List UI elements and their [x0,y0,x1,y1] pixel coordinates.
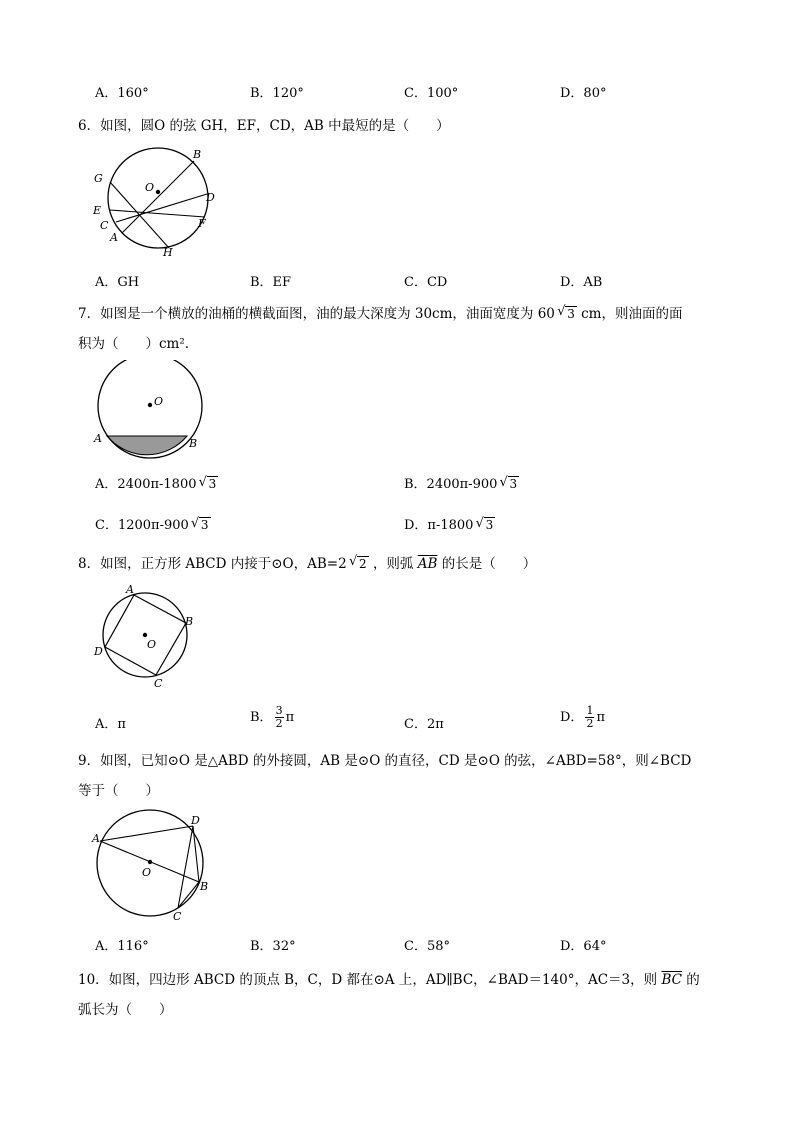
q9-option-d: D．64° [560,939,607,954]
q7-option-b: B．2400π-900 √ 3 [404,475,518,492]
q6-label-o: O [145,181,155,194]
q6-label-a: A [110,231,118,244]
q8-label-a: A [126,583,134,596]
q5-option-b: B．120° [250,86,304,101]
q9-label-c: C [173,910,182,923]
q7-label-a: A [94,432,102,445]
q6-label-g: G [94,172,103,185]
q9-option-b: B．32° [250,939,296,954]
q8-stem: 8．如图，正方形 ABCD 内接于⊙O，AB=2 √ 2 ，则弧 $\overline{AB}$ 的长是（ ） [78,554,537,572]
q6-label-f: F [198,217,206,230]
q6-figure [88,140,228,262]
q7-option-c: C．1200π-900 √ 3 [95,516,209,533]
q7-option-a: A．2400π-1800 √ 3 [95,475,217,492]
q9-label-o: O [142,866,152,879]
q8-figure [90,580,200,692]
q6-label-b: B [193,148,202,161]
q6-label-d: D [206,191,215,204]
q5-option-d: D．80° [560,86,607,101]
q8-option-b: B． $\frac{3}{2}$ π [250,704,295,730]
q9-option-c: C．58° [404,939,450,954]
q6-label-c: C [100,219,109,232]
q7-stem-line2: 积为（ ）cm². [78,336,190,352]
q8-label-d: D [94,645,103,658]
q6-option-d: D．AB [560,275,603,290]
q6-label-h: H [163,246,173,259]
q6-option-c: C．CD [404,275,448,290]
q10-stem-line2: 弧长为（ ） [78,1002,173,1018]
q7-option-d: D．π-1800 √ 3 [404,516,494,533]
q5-option-a: A．160° [95,86,149,101]
q9-label-d: D [191,814,200,827]
q8-option-d: D． $\frac{1}{2}$ π [560,704,605,730]
q6-option-b: B．EF [250,275,292,290]
q9-label-a: A [92,832,100,845]
q7-figure [88,360,208,460]
q9-figure [88,808,218,926]
q8-option-c: C．2π [404,717,444,732]
q6-label-e: E [93,204,102,217]
q7-label-b: B [189,437,198,450]
q8-label-b: B [185,615,194,628]
q6-stem: 6．如图，圆O 的弦 GH，EF，CD，AB 中最短的是（ ） [78,118,450,134]
q9-stem-line1: 9．如图，已知⊙O 是△ABD 的外接圆，AB 是⊙O 的直径，CD 是⊙O 的弦，∠ABD=58°，则∠BCD [78,753,692,769]
q9-option-a: A．116° [95,939,149,954]
q10-stem-line1: 10．如图，四边形 ABCD 的顶点 B，C，D 都在⊙A 上，AD∥BC，∠BAD＝140°，AC＝3，则 $\overline{BC}$ 的 [78,972,700,988]
q6-option-a: A．GH [95,275,140,290]
q7-stem-line1: 7．如图是一个横放的油桶的横截面图，油的最大深度为 30cm，油面宽度为 60 √ 3 cm，则油面的面 [78,304,683,322]
q5-option-c: C．100° [404,86,459,101]
q9-label-b: B [200,880,209,893]
q8-label-o: O [147,638,157,651]
q8-label-c: C [154,677,163,690]
q9-stem-line2: 等于（ ） [78,783,159,799]
q8-option-a: A．π [95,717,126,732]
q7-label-o: O [154,395,164,408]
